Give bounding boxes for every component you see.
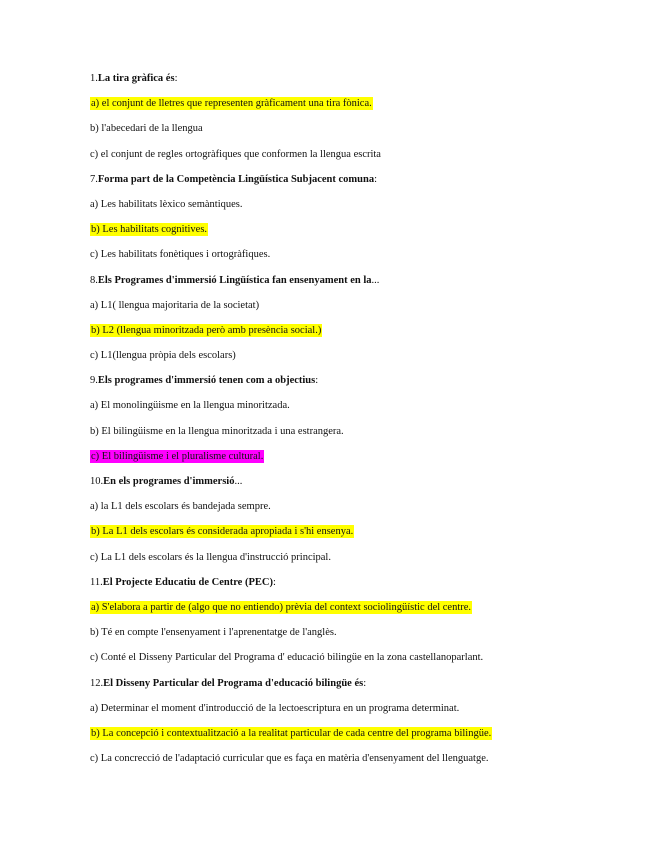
highlighted-answer-text: b) La concepció i contextualització a la realitat particular de cada centre del programa bilingüe. <box>91 727 492 739</box>
highlighted-answer-text: b) L2 (llengua minoritzada però amb presència social.) <box>91 324 322 336</box>
question-text: Forma part de la Competència Lingüística Subjacent comuna <box>97 173 375 185</box>
answer-option <box>90 343 630 368</box>
question-number: 8 <box>90 274 96 286</box>
question-heading <box>90 368 630 393</box>
answer-text: b) l'abecedari de la llengua <box>90 123 203 135</box>
answer-option <box>90 142 630 167</box>
answer-option <box>90 393 630 418</box>
answer-option <box>90 519 630 544</box>
highlighted-answer-text: a) el conjunt de lletres que representen gràficament una tira fònica. <box>91 98 372 110</box>
question-text: Els programes d'immersió tenen com a objectius <box>97 375 316 387</box>
answer-text: c) Les habilitats fonètiques i ortogràfiques. <box>90 249 271 261</box>
question-separator: . <box>100 576 103 588</box>
answer-text: b) El bilingüisme en la llengua minoritzada i una estrangera. <box>90 425 344 437</box>
question-number: 7 <box>90 173 96 185</box>
question-suffix: ... <box>234 476 243 487</box>
answer-text: c) La L1 dels escolars és la llengua d'instrucció principal. <box>90 551 331 563</box>
answer-option <box>90 91 630 116</box>
question-number: 9 <box>90 375 96 387</box>
answer-option <box>90 721 630 746</box>
answer-text: c) el conjunt de regles ortogràfiques que conformen la llengua escrita <box>90 148 381 160</box>
question-suffix: : <box>315 375 319 387</box>
answer-option <box>90 419 630 444</box>
question-suffix: ... <box>371 274 380 286</box>
answer-option <box>90 444 630 469</box>
question-separator: . <box>100 476 104 487</box>
question-suffix: : <box>174 73 178 84</box>
answer-option <box>90 645 630 670</box>
answer-option <box>90 620 630 645</box>
answer-text: a) El monolingüisme en la llengua minoritzada. <box>90 400 290 412</box>
question-number: 11 <box>90 576 101 588</box>
question-text: El Disseny Particular del Programa d'educació bilingüe és <box>103 677 364 689</box>
highlighted-answer-text: b) La L1 dels escolars és considerada apropiada i s'hi ensenya. <box>91 526 354 538</box>
answer-option <box>90 494 630 519</box>
question-separator: . <box>95 375 98 387</box>
question-separator: . <box>100 677 104 689</box>
answer-option <box>90 746 630 771</box>
document-page <box>90 66 630 771</box>
answer-option <box>90 318 630 343</box>
highlighted-answer-text: a) S'elabora a partir de (algo que no entiendo) prèvia del context sociolingüístic del centre. <box>91 601 472 613</box>
question-text: En els programes d'immersió <box>103 476 235 487</box>
answer-option <box>90 545 630 570</box>
answer-option <box>90 116 630 141</box>
answer-text: c) La concrecció de l'adaptació curricular que es faça en matèria d'ensenyament del llenguatge. <box>90 753 489 765</box>
answer-option <box>90 293 630 318</box>
question-text: Els Programes d'immersió Lingüística fan ensenyament en la <box>97 274 372 286</box>
highlighted-answer-text: c) El bilingüisme i el pluralisme cultural. <box>91 450 264 462</box>
question-separator: . <box>95 274 98 286</box>
question-suffix: : <box>374 173 377 185</box>
question-heading <box>90 671 630 696</box>
question-text: El Projecte Educatiu de Centre (PEC) <box>102 576 273 588</box>
question-heading <box>90 167 630 192</box>
answer-option <box>90 242 630 267</box>
answer-text: c) L1(llengua pròpia dels escolars) <box>90 350 236 362</box>
answer-option <box>90 696 630 721</box>
question-heading <box>90 570 630 595</box>
question-number: 12 <box>90 677 101 689</box>
question-text: La tira gràfica és <box>97 73 175 84</box>
answer-text: a) Determinar el moment d'introducció de la lectoescriptura en un programa determinat. <box>90 702 460 714</box>
question-suffix: : <box>363 677 367 689</box>
question-separator: . <box>95 73 98 84</box>
question-suffix: : <box>272 576 276 588</box>
question-heading <box>90 268 630 293</box>
question-heading <box>90 469 630 494</box>
answer-text: c) Conté el Disseny Particular del Programa d' educació bilingüe en la zona castellanoparlant. <box>90 652 484 664</box>
question-heading <box>90 66 630 91</box>
highlighted-answer-text: b) Les habilitats cognitives. <box>91 224 208 236</box>
answer-text: b) Té en compte l'ensenyament i l'aprenentatge de l'anglès. <box>90 627 337 639</box>
answer-option <box>90 217 630 242</box>
answer-text: a) L1( llengua majoritaria de la societat) <box>90 299 260 311</box>
answer-text: a) Les habilitats lèxico semàntiques. <box>90 198 243 210</box>
question-number: 10 <box>90 476 101 487</box>
answer-option <box>90 192 630 217</box>
answer-option <box>90 595 630 620</box>
question-separator: . <box>95 173 98 185</box>
question-number: 1 <box>90 73 96 84</box>
answer-text: a) la L1 dels escolars és bandejada sempre. <box>90 501 271 513</box>
